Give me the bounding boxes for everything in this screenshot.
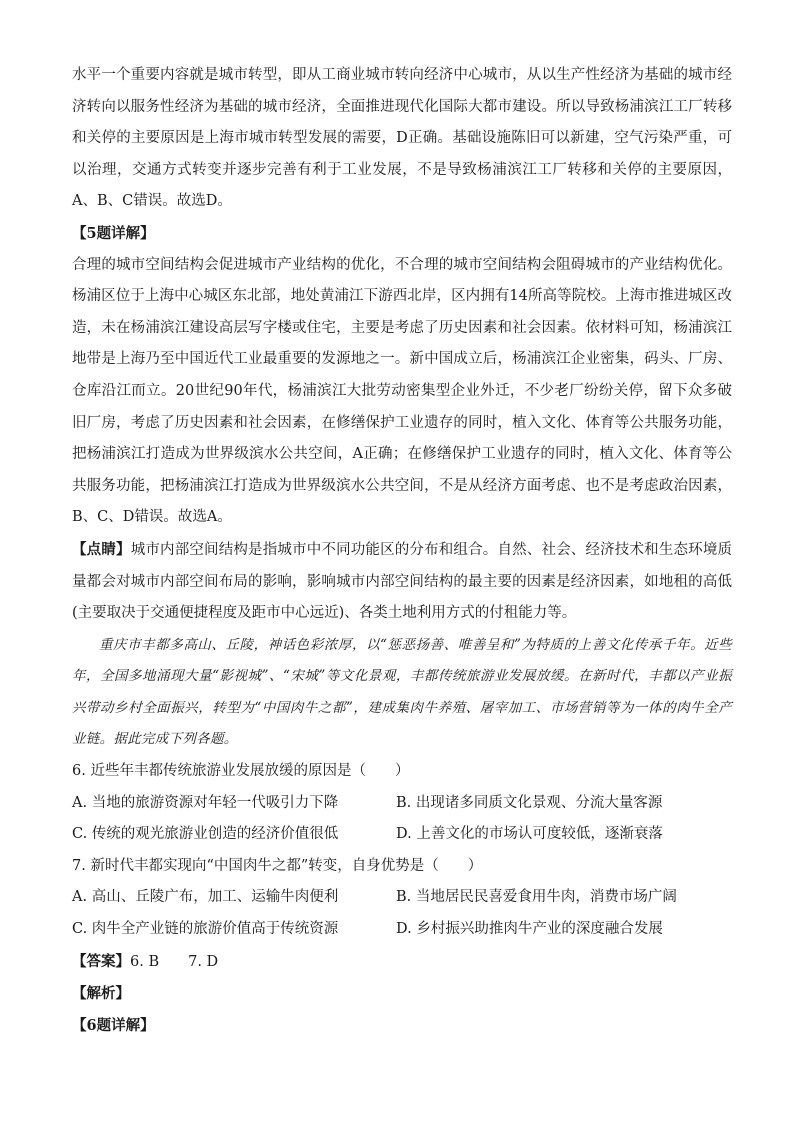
- option-6d: D. 上善文化的市场认可度较低，逐渐衰落: [396, 826, 663, 843]
- option-6c: C. 传统的观光旅游业创造的经济价值很低: [72, 826, 339, 843]
- answer-tag: 【答案】: [72, 952, 130, 970]
- reading-material: 重庆市丰都多高山、丘陵，神话色彩浓厚，以“惩恶扬善、唯善呈和”为特质的上善文化传承千年。近些年，全国多地涌现大量“影视城”、“宋城”等文化景观，丰都传统旅游业发展放缓。在新时代，丰都以产业振兴带动乡村全面振兴，转型为“中国肉牛之都”，建成集肉牛养殖、屠宰加工、市场营销等为一体的肉牛全产业链。据此完成下列各题。: [72, 636, 732, 748]
- option-6b: B. 出现诸多同质文化景观、分流大量客源: [396, 794, 663, 811]
- document-page: [72, 60, 732, 1041]
- option-7a: A. 高山、丘陵广布，加工、运输牛肉便利: [72, 889, 339, 906]
- explanation-paragraph-2: 合理的城市空间结构会促进城市产业结构的优化，不合理的城市空间结构会阻碍城市的产业结构优化。杨浦区位于上海中心城区东北部，地处黄浦江下游西北岸，区内拥有14所高等院校。上海市推进城区改造，未在杨浦滨江建设高层写字楼或住宅，主要是考虑了历史因素和社会因素。依材料可知，杨浦滨江地带是上海乃至中国近代工业最重要的发源地之一。新中国成立后，杨浦滨江企业密集，码头、厂房、仓库沿江而立。20世纪90年代，杨浦滨江大批劳动密集型企业外迁，不少老厂纷纷关停，留下众多破旧厂房，考虑了历史因素和社会因素，在修缮保护工业遗存的同时，植入文化、体育等公共服务功能，把杨浦滨江打造成为世界级滨水公共空间，A正确；在修缮保护工业遗存的同时，植入文化、体育等公共服务功能，把杨浦滨江打造成为世界级滨水公共空间，不是从经济方面考虑、也不是考虑政治因素，B、C、D错误。故选A。: [72, 256, 732, 526]
- explanation-paragraph-1: 水平一个重要内容就是城市转型，即从工商业城市转向经济中心城市，从以生产性经济为基础的城市经济转向以服务性经济为基础的城市经济，全面推进现代化国际大都市建设。所以导致杨浦滨江工厂转移和关停的主要原因是上海市城市转型发展的需要，D正确。基础设施陈旧可以新建，空气污染严重，可以治理，交通方式转变并逐步完善有利于工业发展，不是导致杨浦滨江工厂转移和关停的主要原因，A、B、C错误。故选D。: [72, 67, 732, 210]
- option-7d: D. 乡村振兴助推肉牛产业的深度融合发展: [396, 921, 663, 938]
- analysis-heading: 【解析】: [72, 985, 130, 1003]
- question-7-stem: 7. 新时代丰都实现向“中国肉牛之都”转变，自身优势是（ ）: [72, 857, 483, 874]
- question-6-options: [72, 788, 732, 851]
- option-7b: B. 当地居民民喜爱食用牛肉，消费市场广阔: [396, 889, 677, 906]
- section-heading-q5: 【5题详解】: [72, 224, 155, 242]
- option-6a: A. 当地的旅游资源对年轻一代吸引力下降: [72, 794, 339, 811]
- question-7-options: [72, 882, 732, 945]
- answer-line: [72, 946, 732, 979]
- answer-text: 6. B 7. D: [130, 953, 219, 970]
- tip-text: 城市内部空间结构是指城市中不同功能区的分布和组合。自然、社会、经济技术和生态环境质量都会对城市内部空间布局的影响，影响城市内部空间结构的最主要的因素是经济因素，如地租的高低(主要取决于交通便捷程度及距市中心远近)、各类土地利用方式的付租能力等。: [72, 541, 733, 622]
- tip-paragraph: [72, 534, 732, 630]
- tip-tag: 【点睛】: [72, 540, 131, 558]
- option-7c: C. 肉牛全产业链的旅游价值高于传统资源: [72, 921, 339, 938]
- question-6-stem: 6. 近些年丰都传统旅游业发展放缓的原因是（ ）: [72, 763, 410, 780]
- section-heading-q6: 【6题详解】: [72, 1016, 155, 1034]
